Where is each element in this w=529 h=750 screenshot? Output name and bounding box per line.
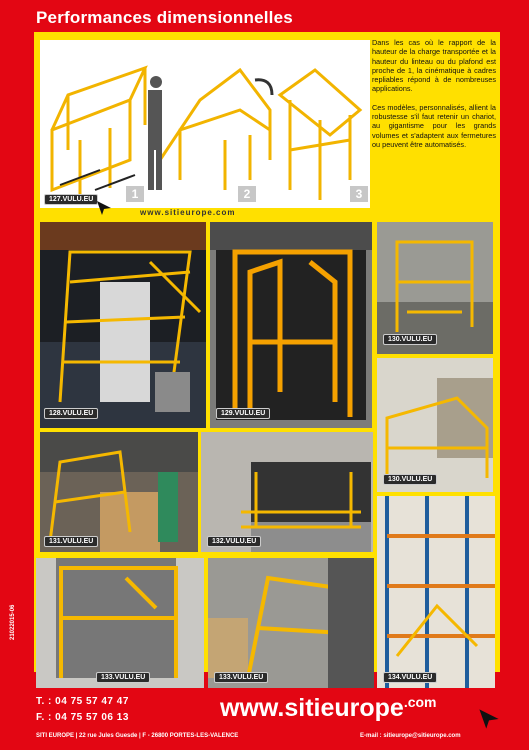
photo-129 bbox=[210, 222, 372, 428]
fax-number: F. : 04 75 57 06 13 bbox=[36, 712, 129, 723]
photo-130a bbox=[377, 222, 493, 354]
photo-ref-link[interactable]: 131.VULU.EU bbox=[44, 536, 98, 547]
step-2-badge: 2 bbox=[238, 186, 256, 202]
photo-133a bbox=[36, 558, 204, 688]
photo-ref-link[interactable]: 128.VULU.EU bbox=[44, 408, 98, 419]
website-small[interactable]: www.sitieurope.com bbox=[140, 208, 236, 217]
photo-128 bbox=[40, 222, 206, 428]
photo-ref-link[interactable]: 133.VULU.EU bbox=[96, 672, 150, 683]
photo-ref-link[interactable]: 133.VULU.EU bbox=[214, 672, 268, 683]
footer-address: SITI EUROPE | 22 rue Jules Guesde | F - 26800 PORTES-LES-VALENCE bbox=[36, 733, 239, 739]
document-code: 21022015-06 bbox=[10, 604, 16, 640]
photo-ref-link[interactable]: 130.VULU.EU bbox=[383, 474, 437, 485]
cursor-arrow-icon bbox=[478, 708, 500, 730]
step-3-badge: 3 bbox=[350, 186, 368, 202]
photo-ref-link[interactable]: 134.VULU.EU bbox=[383, 672, 437, 683]
photo-134 bbox=[377, 496, 495, 688]
intro-paragraph-2: Ces modèles, personnalisés, allient la robustesse s'il faut retenir un chariot, au gigantisme pour les grands volumes et s'adaptent aux fermetures ou peuvent être automatisés. bbox=[372, 102, 496, 149]
photo-133b bbox=[208, 558, 374, 688]
phone-number[interactable]: T. : 04 75 57 47 47 bbox=[36, 696, 129, 707]
diagram-ref-link[interactable]: 127.VULU.EU bbox=[44, 194, 98, 205]
photo-ref-link[interactable]: 129.VULU.EU bbox=[216, 408, 270, 419]
operator-figure bbox=[148, 76, 162, 190]
folding-frame-diagram bbox=[40, 40, 370, 208]
photo-ref-link[interactable]: 132.VULU.EU bbox=[207, 536, 261, 547]
intro-paragraph-1: Dans les cas où le rapport de la hauteur de la charge transportée et la hauteur du linteau ou du plafond est proche de 1, la cinématique à cadres repliables répond à de nombreuses applications. bbox=[372, 38, 496, 94]
page-title: Performances dimensionnelles bbox=[36, 8, 293, 27]
photo-132 bbox=[201, 432, 373, 552]
photo-131 bbox=[40, 432, 198, 552]
photo-130b bbox=[377, 358, 493, 492]
photo-ref-link[interactable]: 130.VULU.EU bbox=[383, 334, 437, 345]
diagram-panel bbox=[40, 40, 370, 208]
brand-logo-link[interactable] bbox=[220, 694, 437, 723]
cursor-arrow-icon bbox=[96, 200, 112, 216]
brand-main: www.sitieurope bbox=[220, 694, 404, 722]
step-1-badge: 1 bbox=[126, 186, 144, 202]
brand-suffix: .com bbox=[403, 694, 437, 710]
intro-text bbox=[372, 38, 496, 208]
footer-email[interactable]: E-mail : sitieurope@sitieurope.com bbox=[360, 733, 461, 739]
